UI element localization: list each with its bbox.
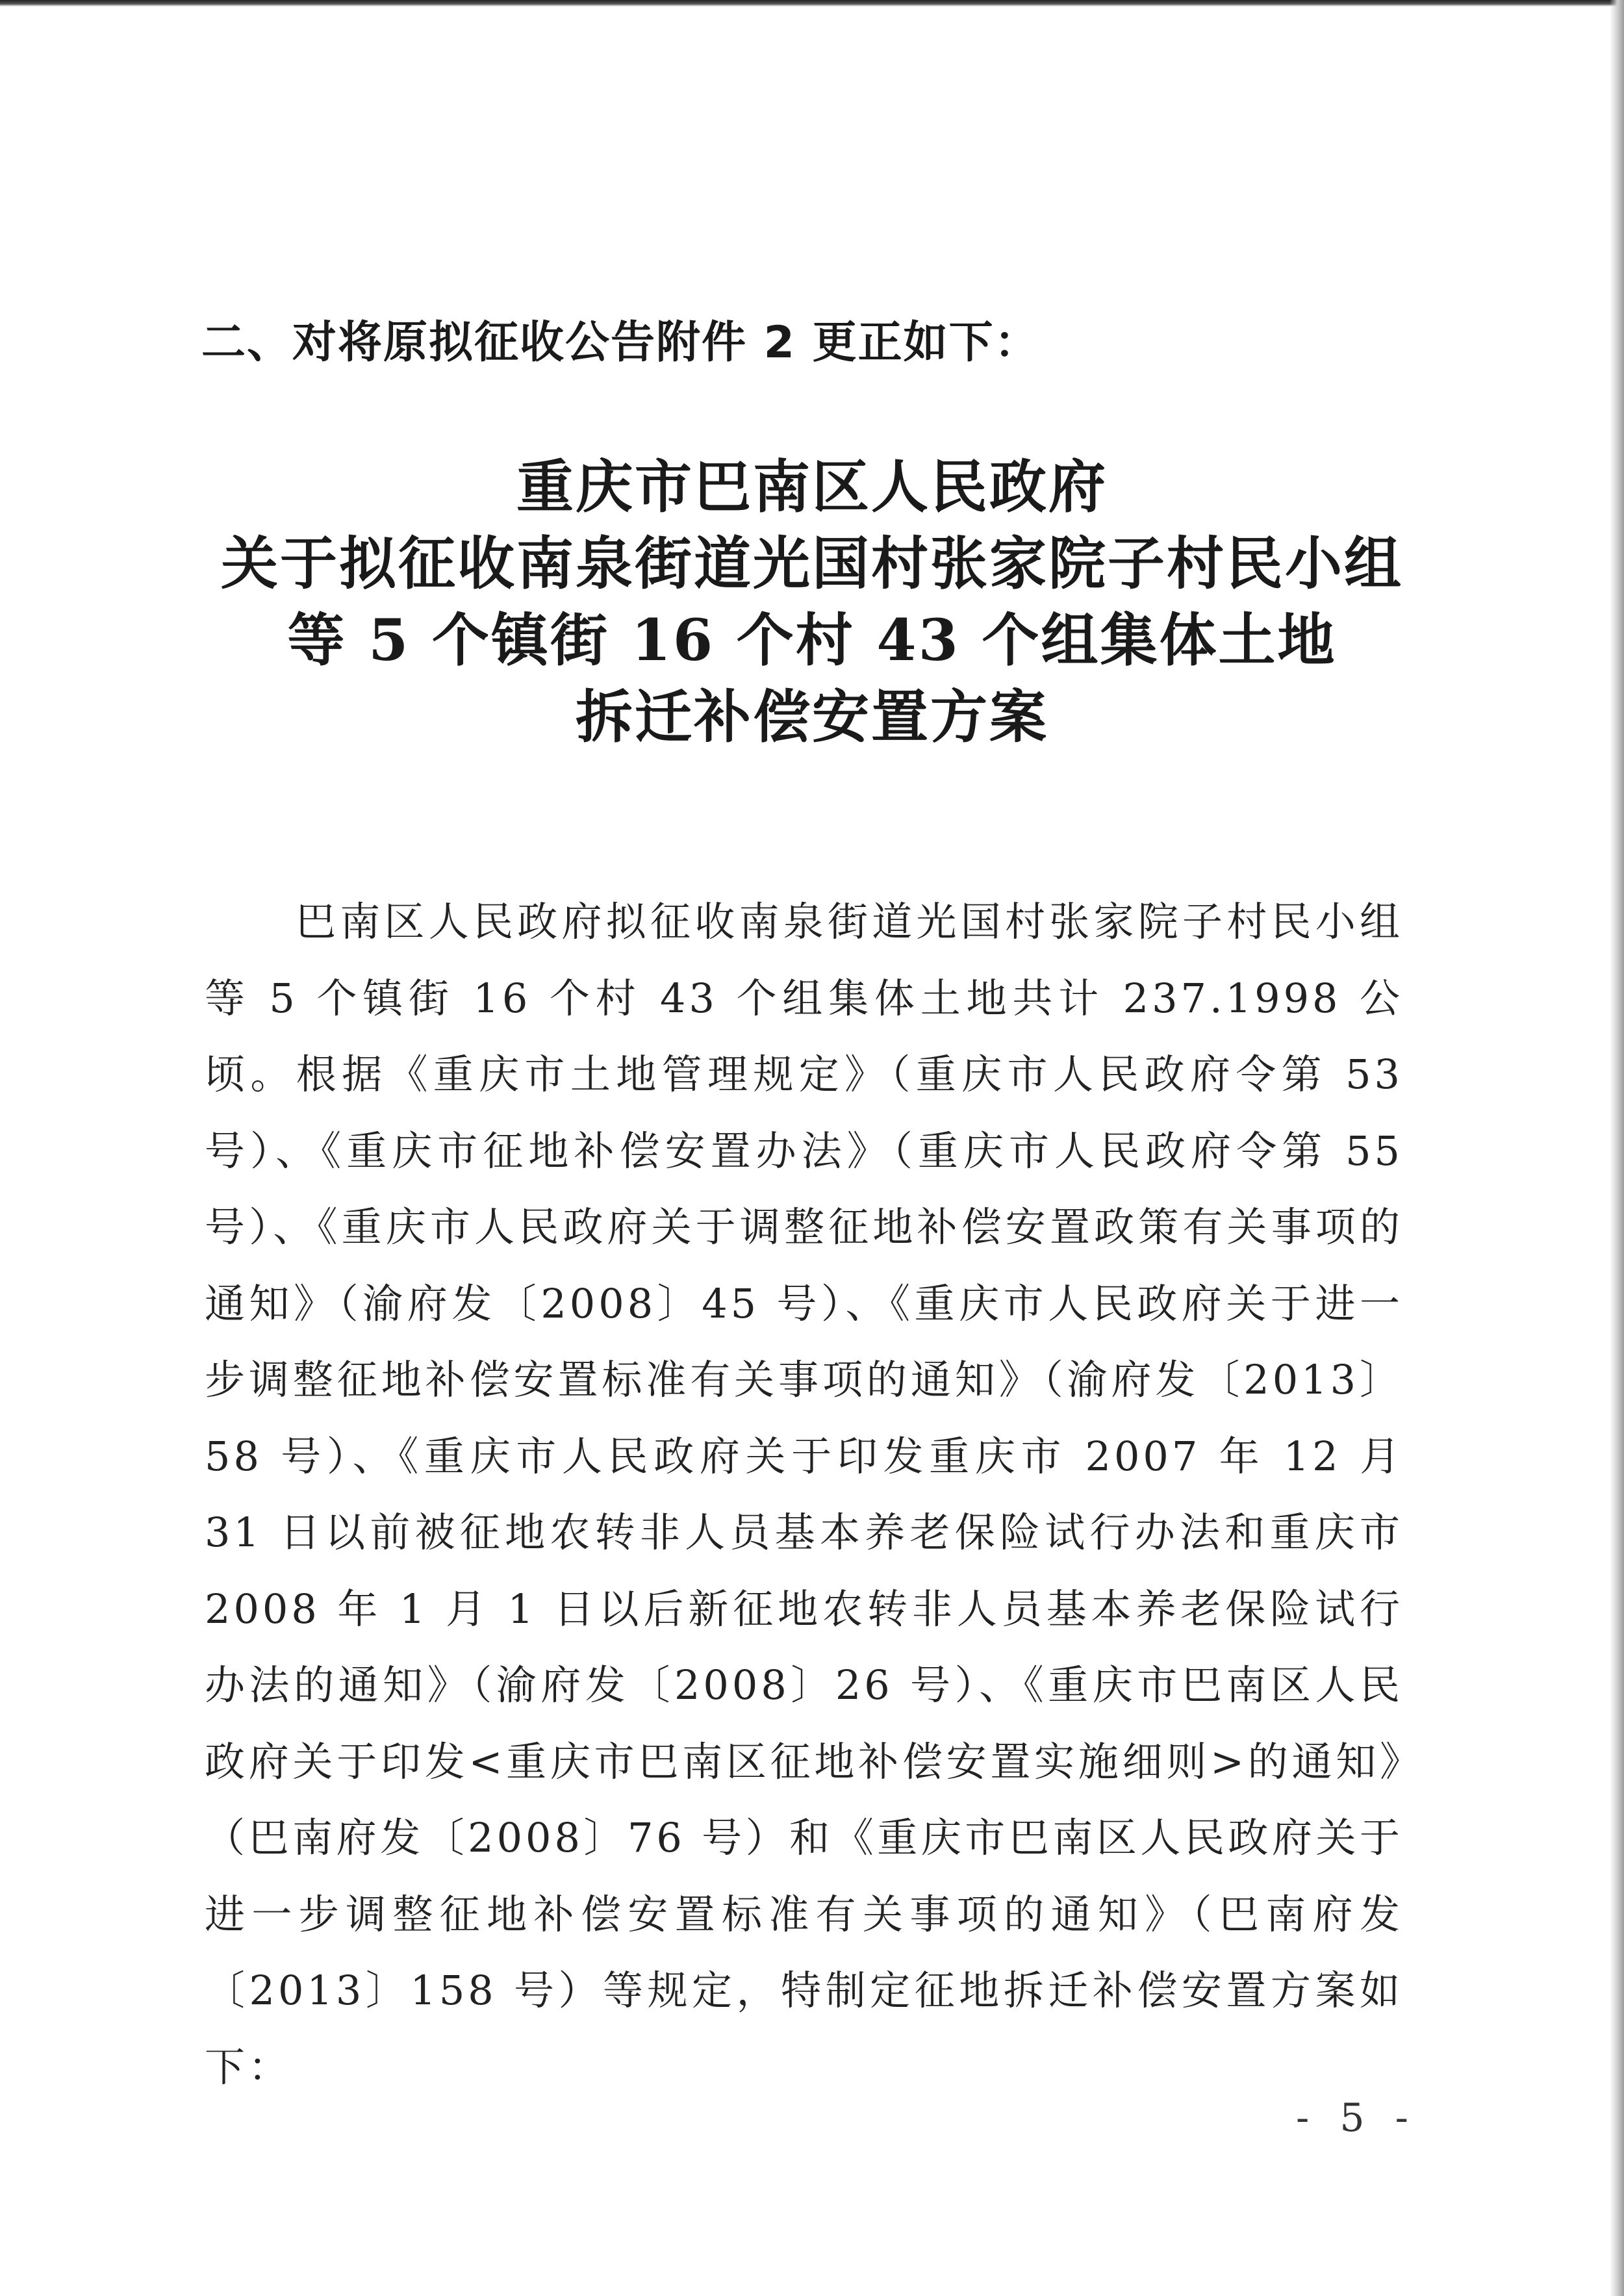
- title-line-2: 关于拟征收南泉街道光国村张家院子村民小组: [220, 529, 1403, 597]
- title-line-3: 等 5 个镇街 16 个村 43 个组集体土地: [287, 606, 1337, 674]
- section-heading: 二、对将原拟征收公告附件 2 更正如下：: [201, 317, 1040, 368]
- scan-top-edge: [0, 0, 1624, 6]
- title-line-1: 重庆市巴南区人民政府: [516, 453, 1108, 520]
- page-number: - 5 -: [1296, 2095, 1417, 2141]
- document-title: [162, 448, 1462, 755]
- scan-right-edge: [1610, 0, 1624, 2296]
- title-line-4: 拆迁补偿安置方案: [575, 683, 1048, 750]
- body-paragraph: 巴南区人民政府拟征收南泉街道光国村张家院子村民小组等 5 个镇街 16 个村 43 个组集体土地共计 237.1998 公顷。根据《重庆市土地管理规定》（重庆市人民政府令第 53 号）、《重庆市征地补偿安置办法》（重庆市人民政府令第 55 号）、《重庆市人民政府关于调整征地补偿安置政策有关事项的通知》（渝府发〔2008〕45 号）、《重庆市人民政府关于进一步调整征地补偿安置标准有关事项的通知》（渝府发〔2013〕58 号）、《重庆市人民政府关于印发重庆市 2007 年 12 月 31 日以前被征地农转非人员基本养老保险试行办法和重庆市 2008 年 1 月 1 日以后新征地农转非人员基本养老保险试行办法的通知》（渝府发〔2008〕26 号）、《重庆市巴南区人民政府关于印发<重庆市巴南区征地补偿安置实施细则>的通知》（巴南府发〔2008〕76 号）和《重庆市巴南区人民政府关于进一步调整征地补偿安置标准有关事项的通知》（巴南府发〔2013〕158 号）等规定，特制定征地拆迁补偿安置方案如下：: [205, 898, 1403, 2091]
